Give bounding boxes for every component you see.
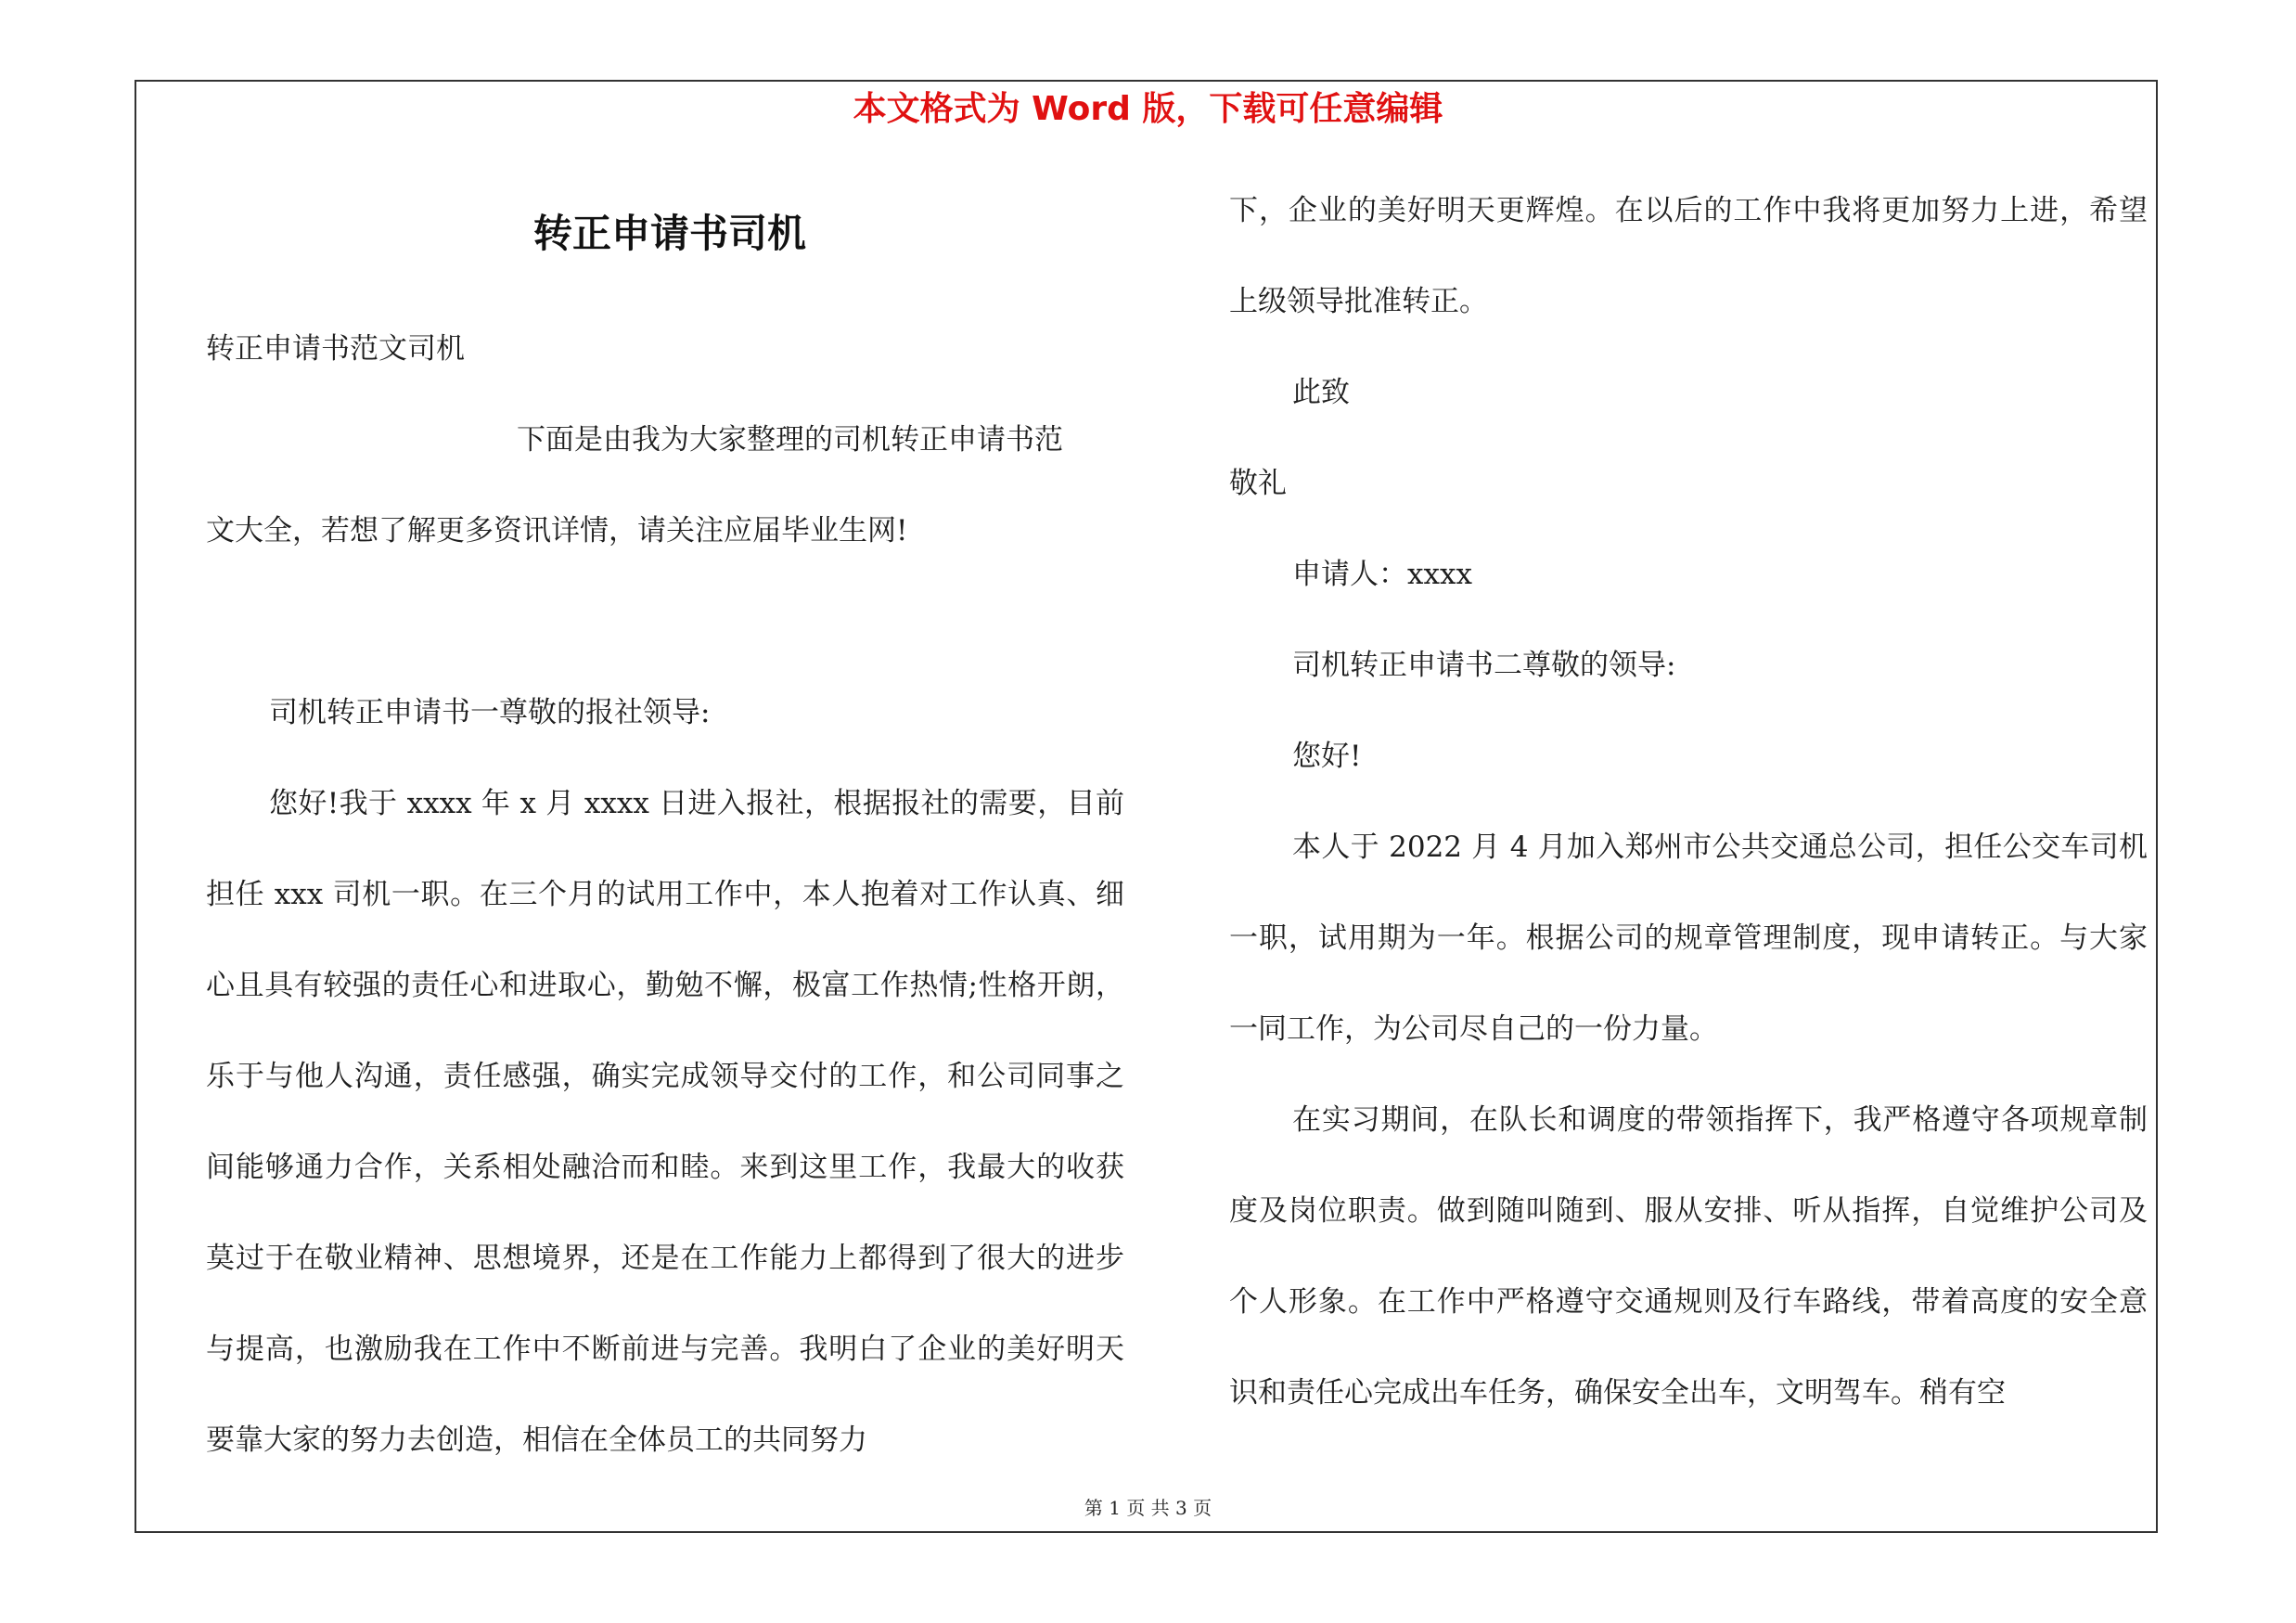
letter-2-paragraph-2: 在实习期间，在队长和调度的带领指挥下，我严格遵守各项规章制度及岗位职责。做到随叫随到、服从安排、听从指挥，自觉维护公司及个人形象。在工作中严格遵守交通规则及行车路线，带着高度的安全意识和责任心完成出车任务，确保安全出车，文明驾车。稍有空 [1229,1103,2148,1410]
letter-2-paragraph-1: 本人于 2022 月 4 月加入郑州市公共交通总公司，担任公交车司机一职，试用期为一年。根据公司的规章管理制度，现申请转正。与大家一同工作，为公司尽自己的一份力量。 [1229,831,2148,1046]
letter-1-heading: 司机转正申请书一尊敬的报社领导: [269,696,711,729]
applicant-line: 申请人：xxxx [1292,558,1472,591]
left-column [206,303,1124,1486]
intro-line-2: 文大全，若想了解更多资讯详情，请关注应届毕业生网! [206,514,908,547]
right-column [1229,165,2148,1438]
letter-1-body: 您好!我于 xxxx 年 x 月 xxxx 日进入报社，根据报社的需要，目前担任 xxx 司机一职。在三个月的试用工作中，本人抱着对工作认真、细心且具有较强的责任心和进取心，勤勉不懈，极富工作热情;性格开朗，乐于与他人沟通，责任感强，确实完成领导交付的工作，和公司同事之间能够通力合作，关系相处融洽而和睦。来到这里工作，我最大的收获莫过于在敬业精神、思想境界，还是在工作能力上都得到了很大的进步与提高，也激励我在工作中不断前进与完善。我明白了企业的美好明天要靠大家的努力去创造，相信在全体员工的共同努力 [206,787,1124,1457]
format-banner: 本文格式为 Word 版，下载可任意编辑 [853,90,1443,128]
continuation-paragraph: 下，企业的美好明天更辉煌。在以后的工作中我将更加努力上进，希望上级领导批准转正。 [1229,194,2148,318]
subtitle: 转正申请书范文司机 [206,332,465,366]
greeting: 您好! [1292,740,1362,773]
document-title: 转正申请书司机 [532,211,806,256]
closing-cizhi: 此致 [1292,376,1350,409]
letter-2-heading: 司机转正申请书二尊敬的领导: [1292,649,1676,682]
page-number-footer: 第 1 页 共 3 页 [1084,1497,1212,1519]
closing-jingli: 敬礼 [1229,467,1287,500]
intro-line-1: 下面是由我为大家整理的司机转正申请书范 [517,423,1063,457]
